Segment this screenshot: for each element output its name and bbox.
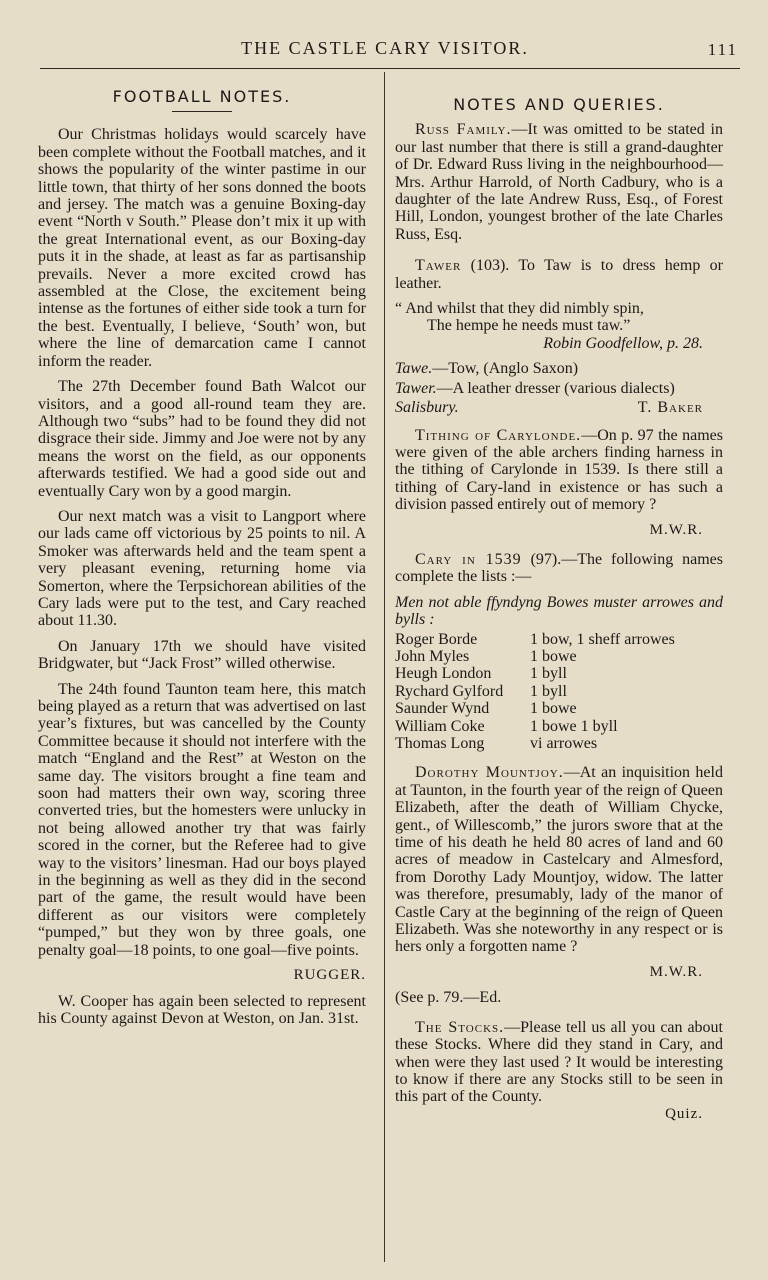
- signature-mwr: M.W.R.: [649, 521, 703, 538]
- right-column: [395, 80, 723, 1131]
- list-row: Roger Borde 1 bow, 1 sheff arrowes: [395, 630, 675, 648]
- verse-line: The hempe he needs must taw.”: [427, 317, 631, 335]
- entry-label: Cary in 1539: [415, 550, 522, 568]
- signature-baker: [395, 399, 723, 416]
- list-row: Rychard Gylford 1 byll: [395, 682, 567, 700]
- header-rule: [40, 68, 740, 69]
- signature-place: Salisbury.: [395, 399, 459, 417]
- entry-stocks: [395, 1019, 723, 1106]
- entry-tawer: [395, 257, 723, 292]
- football-notes-heading: FOOTBALL NOTES.: [112, 87, 292, 106]
- signature-mwr: M.W.R.: [649, 963, 703, 980]
- entry-text: (103). To Taw is to dress hemp or leather.: [395, 257, 723, 292]
- running-title: THE CASTLE CARY VISITOR.: [241, 38, 529, 58]
- heading-rule: [172, 111, 232, 112]
- entry-text: —At an inquisition held at Taunton, in the fourth year of the reign of Queen Elizabeth, after the death of William Chycke, gent., of Willescomb,” the jurors swore that at the time of his death he held 80 acres of land and 60 acres of meadow in Castelcary and Almesford, from Dorothy Lady Mountjoy, widow. The latter was therefore, presumably, lady of the manor of Castle Cary at the beginning of the reign of Queen Elizabeth. Was she noteworthy in any respect or is hers only a forgotten name ?: [395, 764, 723, 956]
- verse-source: Robin Goodfellow, p. 28.: [543, 334, 703, 352]
- list-row: John Myles 1 bowe: [395, 647, 577, 665]
- entry-text: —It was omitted to be stated in our last number that there is still a grand-daughter of Dr. Edward Russ living in the neighbourhood—Mrs. Arthur Harrold, of North Cadbury, who is a daughter of the late Andrew Russ, Esq., of Forest Hill, London, youngest brother of the late Charles Russ, Esq.: [395, 121, 723, 243]
- entry-label: Dorothy Mountjoy.: [415, 764, 564, 782]
- entry-label: The Stocks.: [415, 1018, 505, 1036]
- entry-label: Tawer: [415, 257, 462, 275]
- list-row: Thomas Long vi arrowes: [395, 735, 598, 752]
- paragraph: On January 17th we should have visited Bridgwater, but “Jack Frost” willed otherwise.: [38, 637, 366, 673]
- entry-cary-1539: [395, 551, 723, 586]
- paragraph: The 24th found Taunton team here, this match being played as a return that was advertised on last year’s fixtures, but was cancelled by the County Committee because it should not interfere with the match “England and the Rest” at Weston on the same day. The visitors brought a fine team and soon had matters their own way, scoring three converted tries, but the homesters were unlucky in not being allowed another try that was fairly scored in the corner, but the Referee had to give way to the visitors’ linesman. Had our boys played in the beginning as well as they did in the second part of the game, the result would have been different as our visitors were completely “pumped,” but they won by three goals, one penalty goal—18 points, to one goal—five points.: [38, 680, 366, 959]
- list-row: Saunder Wynd 1 bowe: [395, 700, 577, 718]
- muster-list: [395, 631, 675, 753]
- paragraph: The 27th December found Bath Walcot our visitors, and a good all-round team they are. Although two “subs” had to be found they did not disgrace their side. Jimmy and Joe were not by any means the worst on the field, as our opponents afterwards testified. We had a good side out and eventually Cary won by a good margin.: [38, 378, 366, 500]
- entry-label: Russ Family.: [415, 121, 512, 139]
- definition-tawer: Tawer.—A leather dresser (various dialects): [395, 379, 675, 397]
- definition-tawe: Tawe.—Tow, (Anglo Saxon): [395, 360, 579, 378]
- column-divider: [384, 72, 385, 1262]
- paragraph: Our Christmas holidays would scarcely have been complete without the Football matches, and it shows the popularity of the winter pastime in our little town, that thirty of her sons donned the boots and jersey. The match was a genuine Boxing-day event “North v South.” Please don’t mix it up with the great International event, as our Boxing-day puts it in the shade, at least as far as partisanship prevails. Never a more excited crowd has assembled at the Close, the excitement being intense as the fortunes of either side took a turn for the best. Eventually, I believe, ‘South’ won, but where the line of demarcation came I cannot inform the reader.: [38, 126, 366, 370]
- editor-note: (See p. 79.—Ed.: [395, 989, 502, 1007]
- list-row: William Coke 1 bowe 1 byll: [395, 717, 618, 735]
- signature-quiz: Quiz.: [665, 1105, 703, 1122]
- entry-text: —Please tell us all you can about these Stocks. Where did they stand in Cary, and when were they last used ? It would be interesting to know if there are any Stocks still to be seen in this part of the County.: [395, 1018, 724, 1106]
- paragraph: Our next match was a visit to Langport where our lads came off victorious by 25 points to nil. A Smoker was afterwards held and the team spent a very pleasant evening, returning home via Somerton, where the Terpsichorean abilities of the Cary lads were put to the test, and Cary reached about 11.30.: [38, 507, 366, 630]
- signature-name: T. Baker: [637, 399, 703, 417]
- list-row: Heugh London 1 byll: [395, 665, 567, 683]
- verse-quote: [395, 300, 723, 352]
- entry-russ-family: [395, 121, 723, 243]
- page-number: 111: [707, 40, 738, 59]
- entry-text: —On p. 97 the names were given of the able archers finding harness in the tithing of Carylonde in 1539. Is there still a tithing of Cary-land in existence or has such a division passed entirely out of memory ?: [395, 426, 723, 514]
- list-intro: Men not able ffyndyng Bowes muster arrowes and bylls :: [395, 593, 723, 629]
- entry-tithing: [395, 427, 723, 514]
- notes-queries-heading: NOTES AND QUERIES.: [453, 95, 665, 114]
- entry-dorothy-mountjoy: [395, 764, 723, 955]
- paragraph: W. Cooper has again been selected to represent his County against Devon at Weston, on Jan. 31st.: [38, 992, 366, 1027]
- verse-line: “ And whilst that they did nimbly spin,: [395, 300, 644, 318]
- entry-text: (97).—The following names complete the lists :—: [395, 550, 723, 586]
- entry-label: Tithing of Carylonde.: [415, 426, 582, 444]
- page-header: [0, 38, 768, 68]
- left-column: [38, 80, 366, 1035]
- signature-rugger: RUGGER.: [293, 967, 366, 984]
